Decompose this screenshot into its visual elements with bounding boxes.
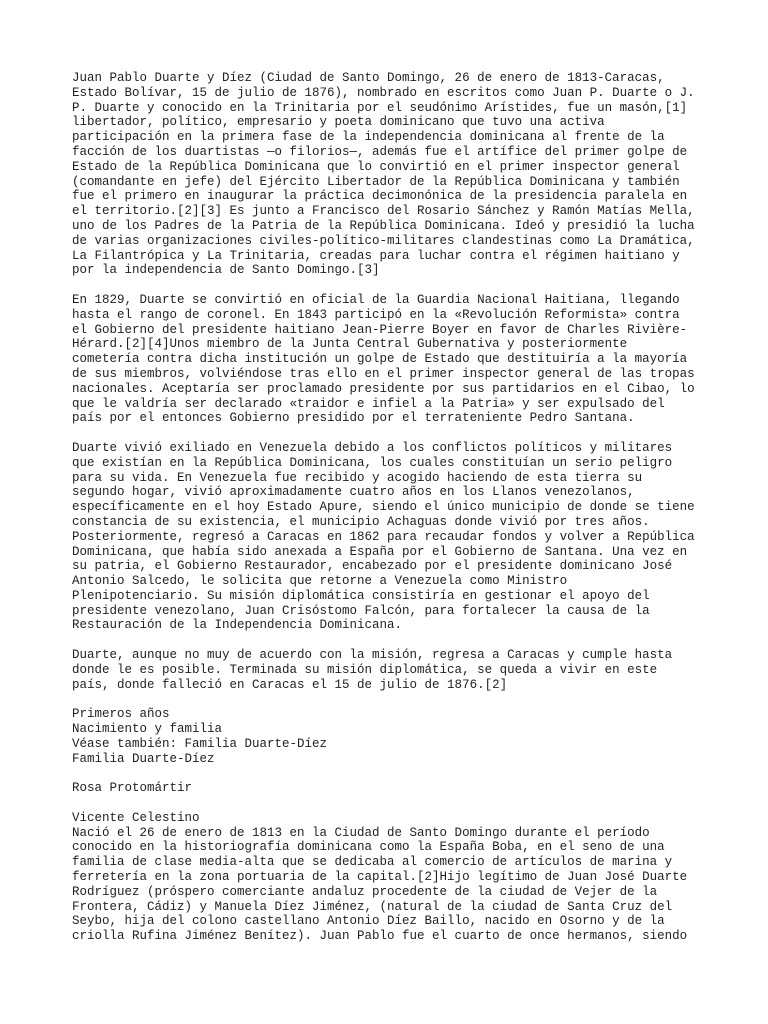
- text-line: Seybo, hija del colono castellano Antonio Díez Baillo, nacido en Osorno y de la: [72, 914, 665, 929]
- text-line: su patria, el Gobierno Restaurador, encabezado por el presidente dominicano José: [72, 559, 673, 574]
- text-line: Antonio Salcedo, le solicita que retorne a Venezuela como Ministro: [72, 574, 568, 589]
- text-line: Frontera, Cádiz) y Manuela Díez Jiménez, (natural de la ciudad de Santa Cruz del: [72, 899, 673, 914]
- text-line: libertador, político, empresario y poeta dominicano que tuvo una activa: [72, 115, 605, 130]
- text-line: para su vida. En Venezuela fue recibido y acogido haciendo de esta tierra su: [72, 470, 643, 485]
- text-line: país, donde falleció en Caracas el 15 de julio de 1876.[2]: [72, 677, 508, 692]
- text-line: cometería contra dicha institución un golpe de Estado que destituiría a la mayoría: [72, 352, 688, 367]
- caption-familia: Familia Duarte-Díez: [72, 751, 215, 766]
- document-page: [72, 71, 712, 959]
- text-line: específicamente en el hoy Estado Apure, siendo el único municipio de donde se tiene: [72, 500, 695, 515]
- text-line: de sus miembros, volviéndose tras ello en el primer inspector general de las tropas: [72, 366, 695, 381]
- caption-rosa: Rosa Protomártir: [72, 781, 193, 796]
- see-also-note: Véase también: Familia Duarte-Díez: [72, 736, 328, 751]
- text-line: Plenipotenciario. Su misión diplomática consistiría en gestionar el apoyo del: [72, 588, 650, 603]
- text-line: Duarte vivió exiliado en Venezuela debido a los conflictos políticos y militares: [72, 440, 673, 455]
- paragraph-1829: [72, 293, 712, 426]
- text-line: La Filantrópica y La Trinitaria, creadas para luchar contra el régimen haitiano y: [72, 248, 680, 263]
- text-line: participación en la primera fase de la independencia dominicana al frente de la: [72, 130, 665, 145]
- paragraph-return: [72, 648, 712, 692]
- text-line: Restauración de la Independencia Dominicana.: [72, 618, 403, 633]
- text-line: segundo hogar, vivió aproximadamente cuatro años en los Llanos venezolanos,: [72, 485, 635, 500]
- text-line: P. Duarte y conocido en la Trinitaria por el seudónimo Arístides, fue un masón,[1]: [72, 100, 688, 115]
- text-line: Estado de la República Dominicana que lo convirtió en el primer inspector general: [72, 159, 680, 174]
- text-line: el territorio.[2][3] Es junto a Francisco del Rosario Sánchez y Ramón Matías Mella,: [72, 204, 695, 219]
- text-line: Duarte, aunque no muy de acuerdo con la misión, regresa a Caracas y cumple hasta: [72, 648, 673, 663]
- caption-block: [72, 781, 712, 796]
- text-line: Estado Bolívar, 15 de julio de 1876), nombrado en escritos como Juan P. Duarte o J.: [72, 85, 695, 100]
- text-line: familia de clase media-alta que se dedicaba al comercio de artículos de marina y: [72, 855, 673, 870]
- text-line: Hérard.[2][4]Unos miembro de la Junta Central Gubernativa y posteriormente: [72, 337, 628, 352]
- text-line: fue el primero en inaugurar la práctica decimonónica de la presidencia paralela en: [72, 189, 688, 204]
- text-line: Nació el 26 de enero de 1813 en la Ciudad de Santo Domingo durante el período: [72, 825, 650, 840]
- text-line: presidente venezolano, Juan Crisóstomo Falcón, para fortalecer la causa de la: [72, 603, 650, 618]
- text-line: Rodríguez (próspero comerciante andaluz procedente de la ciudad de Vejer de la: [72, 884, 658, 899]
- text-line: ferretería en la zona portuaria de la capital.[2]Hijo legítimo de Juan José Duarte: [72, 870, 688, 885]
- text-line: conocido en la historiografía dominicana como la España Boba, en el seno de una: [72, 840, 665, 855]
- text-line: hasta el rango de coronel. En 1843 participó en la «Revolución Reformista» contra: [72, 307, 680, 322]
- text-line: En 1829, Duarte se convirtió en oficial de la Guardia Nacional Haitiana, llegando: [72, 292, 680, 307]
- text-line: Juan Pablo Duarte y Díez (Ciudad de Santo Domingo, 26 de enero de 1813-Caracas,: [72, 71, 665, 85]
- section-heading-primeros-anos: Primeros años: [72, 707, 170, 722]
- paragraph-birth: [72, 811, 712, 944]
- text-line: Posteriormente, regresó a Caracas en 1862 para recaudar fondos y volver a República: [72, 529, 695, 544]
- paragraph-intro: [72, 71, 712, 278]
- section-headings: [72, 707, 712, 766]
- text-line: (comandante en jefe) del Ejército Libertador de la República Dominicana y también: [72, 174, 680, 189]
- text-line: país por el entonces Gobierno presidido por el terrateniente Pedro Santana.: [72, 411, 635, 426]
- text-line: uno de los Padres de la Patria de la República Dominicana. Ideó y presidió la lucha: [72, 218, 695, 233]
- text-line: por la independencia de Santo Domingo.[3]: [72, 263, 380, 278]
- text-line: Dominicana, que había sido anexada a España por el Gobierno de Santana. Una vez en: [72, 544, 688, 559]
- text-line: donde le es posible. Terminada su misión diplomática, se queda a vivir en este: [72, 662, 658, 677]
- text-line: constancia de su existencia, el municipio Achaguas donde vivió por tres años.: [72, 514, 650, 529]
- text-line: que le valdría ser declarado «traidor e infiel a la Patria» y ser expulsado del: [72, 396, 665, 411]
- text-line: criolla Rufina Jiménez Benítez). Juan Pablo fue el cuarto de once hermanos, siendo: [72, 929, 688, 944]
- text-line: el Gobierno del presidente haitiano Jean-Pierre Boyer en favor de Charles Rivière-: [72, 322, 688, 337]
- text-line: de varias organizaciones civiles-político-militares clandestinas como La Dramática,: [72, 233, 695, 248]
- text-line: nacionales. Aceptaría ser proclamado presidente por sus partidarios en el Cibao, lo: [72, 381, 695, 396]
- text-line: que existían en la República Dominicana, los cuales constituían un serio peligro: [72, 455, 673, 470]
- text-line: facción de los duartistas —o filorios—, además fue el artífice del primer golpe de: [72, 144, 688, 159]
- section-heading-nacimiento: Nacimiento y familia: [72, 722, 223, 737]
- caption-vicente: Vicente Celestino: [72, 810, 200, 825]
- paragraph-exile: [72, 441, 712, 633]
